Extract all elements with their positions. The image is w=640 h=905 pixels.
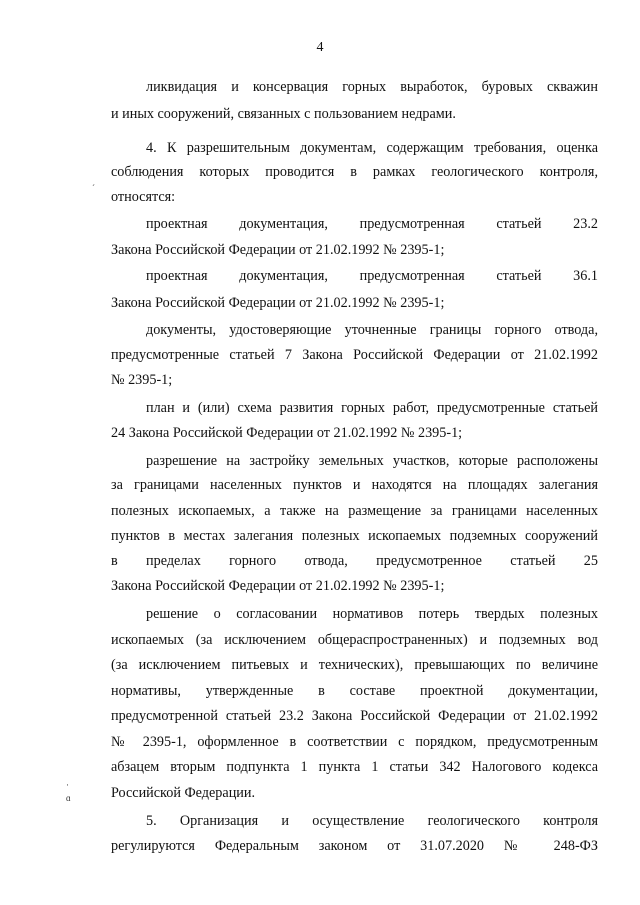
text-line-17: полезных ископаемых, а также на размещение за границами населенных <box>111 503 598 519</box>
text-line-26: № 2395-1, оформленное в соответствии с порядком, предусмотренным <box>111 734 598 750</box>
text-line-30: регулируются Федеральным законом от 31.07.2020 № 248-ФЗ <box>111 838 598 854</box>
text-line-24: нормативы, утвержденные в составе проектной документации, <box>111 683 598 699</box>
text-line-14: 24 Закона Российской Федерации от 21.02.1992 № 2395-1; <box>111 425 463 441</box>
text-line-8: проектная документация, предусмотренная статьей 36.1 <box>146 268 598 284</box>
scan-speck: ˊ <box>92 183 95 193</box>
scan-speck: · <box>66 780 69 790</box>
text-line-3: 4. К разрешительным документам, содержащим требования, оценка <box>146 140 598 156</box>
text-line-29: 5. Организация и осуществление геологического контроля <box>146 813 598 829</box>
page-number: 4 <box>316 40 324 55</box>
text-line-22: ископаемых (за исключением общераспространенных) и подземных вод <box>111 632 598 648</box>
text-line-13: план и (или) схема развития горных работ, предусмотренные статьей <box>146 400 598 416</box>
text-line-5: относятся: <box>111 189 176 205</box>
text-line-11: предусмотренные статьей 7 Закона Российской Федерации от 21.02.1992 <box>111 347 598 363</box>
text-line-2: и иных сооружений, связанных с пользованием недрами. <box>111 106 456 122</box>
text-line-27: абзацем вторым подпункта 1 пункта 1 статьи 342 Налогового кодекса <box>111 759 598 775</box>
text-line-18: пунктов в местах залегания полезных ископаемых подземных сооружений <box>111 528 598 544</box>
text-line-20: Закона Российской Федерации от 21.02.1992 № 2395-1; <box>111 578 445 594</box>
text-line-7: Закона Российской Федерации от 21.02.1992 № 2395-1; <box>111 242 445 258</box>
text-line-15: разрешение на застройку земельных участков, которые расположены <box>146 453 598 469</box>
text-line-9: Закона Российской Федерации от 21.02.1992 № 2395-1; <box>111 295 445 311</box>
text-line-19: в пределах горного отвода, предусмотренное статьей 25 <box>111 553 598 569</box>
text-line-10: документы, удостоверяющие уточненные границы горного отвода, <box>146 322 598 338</box>
text-line-6: проектная документация, предусмотренная статьей 23.2 <box>146 216 598 232</box>
text-line-1: ликвидация и консервация горных выработок, буровых скважин <box>146 79 598 95</box>
text-line-4: соблюдения которых проводится в рамках геологического контроля, <box>111 164 598 180</box>
text-line-16: за границами населенных пунктов и находятся на площадях залегания <box>111 477 598 493</box>
scan-speck: ɑ <box>66 793 71 803</box>
text-line-25: предусмотренной статьей 23.2 Закона Российской Федерации от 21.02.1992 <box>111 708 598 724</box>
text-line-21: решение о согласовании нормативов потерь твердых полезных <box>146 606 598 622</box>
text-line-23: (за исключением питьевых и технических), превышающих по величине <box>111 657 598 673</box>
text-line-12: № 2395-1; <box>111 372 173 388</box>
text-line-28: Российской Федерации. <box>111 785 256 801</box>
